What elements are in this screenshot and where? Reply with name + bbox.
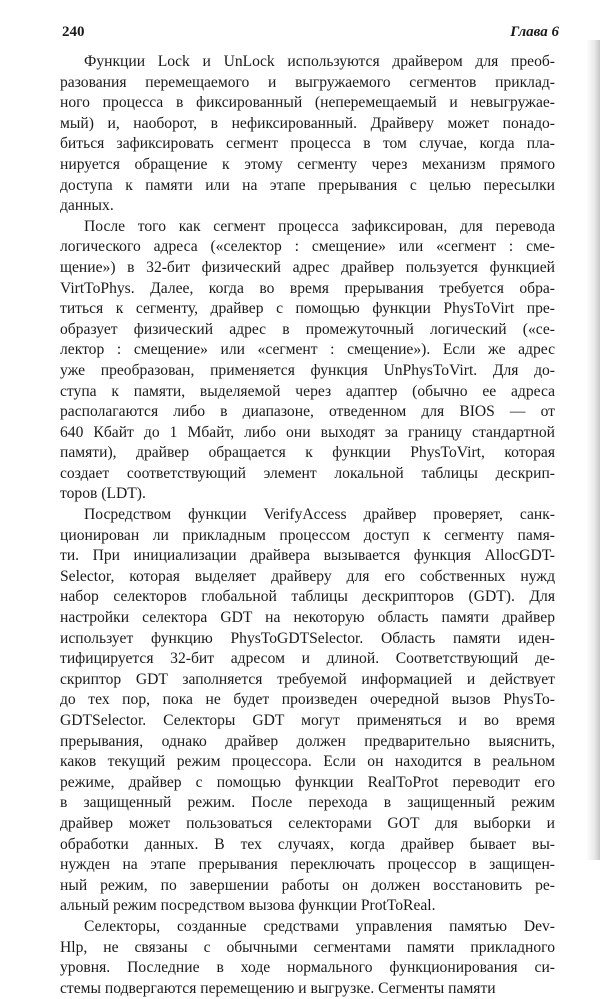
text-line: данных. [60,197,114,215]
text-line: памяти), драйвер обращается к функции PhysToVirt, которая [60,444,555,462]
chapter-title: Глава 6 [510,24,559,40]
text-line: ти. При инициализации драйвера вызывается функция AllocGDT- [60,547,555,565]
text-line: обработки данных. В тех случаях, когда драйвер бывает вы- [60,835,555,853]
text-line: ного процесса в фиксированный (неперемещаемый и невыгружае- [60,94,555,112]
running-header [62,24,559,44]
text-line: Селекторы, созданные средствами управления памятью Dev- [84,917,555,935]
text-line: в защищенный режим. После перехода в защищенный режим [60,794,555,812]
text-line: титься к сегменту, драйвер с помощью функции PhysToVirt пре- [60,300,555,318]
text-line: уже преобразован, применяется функция UnPhysToVirt. Для до- [60,361,555,379]
text-line: щение») в 32-бит физический адрес драйвер пользуется функцией [60,258,555,276]
text-line: образует физический адрес в промежуточный логический («се- [60,320,555,338]
text-line: Selector, которая выделяет драйверу для его собственных нужд [60,567,555,585]
text-line: альный режим посредством вызова функции ProtToReal. [60,897,436,915]
text-line: до тех пор, пока не будет произведен очередной вызов PhysTo- [60,691,555,709]
text-line: VirtToPhys. Далее, когда во время прерывания требуется обра- [60,279,555,297]
body-text [60,52,555,999]
text-line: мый) и, наоборот, в нефиксированный. Драйверу может понадо- [60,114,555,132]
text-line: Функции Lock и UnLock используются драйвером для преоб- [84,53,555,70]
text-line: драйвер может пользоваться селекторами GOT для выборки и [60,814,555,832]
text-line: разования перемещаемого и выгружаемого сегментов приклад- [60,73,555,91]
paragraph [60,505,555,917]
text-line: ционирован ли прикладным процессом доступ к сегменту памя- [60,526,555,544]
text-line: GDTSelector. Селекторы GDT могут применяться и во время [60,712,555,729]
text-line: уровня. Последние в ходе нормального функционирования си- [60,959,555,977]
text-line: режиме, драйвер с помощью функции RealToProt переводит его [60,773,555,791]
text-line: логического адреса («селектор : смещение» или «сегмент : сме- [60,238,555,256]
text-line: создает соответствующий элемент локальной таблицы дескрип- [60,464,555,482]
text-line: 640 Кбайт до 1 Мбайт, либо они выходят за границу стандартной [60,423,555,441]
text-line: доступа к памяти или на этапе прерывания с целью пересылки [60,176,555,194]
text-line: лектор : смещение» или «сегмент : смещение»). Если же адрес [60,341,555,359]
text-line: располагаются либо в диапазоне, отведенном для BIOS — от [60,403,555,421]
paragraph [60,52,555,217]
text-line: каков текущий режим процессора. Если он находится в реальном [60,753,555,771]
paragraph [60,917,555,999]
text-line: нируется обращение к этому сегменту через механизм прямого [60,155,555,173]
text-line: торов (LDT). [60,485,146,503]
text-line: ный режим, по завершении работы он должен восстановить ре- [60,876,555,894]
text-line: настройки селектора GDT на некоторую область памяти драйвер [60,609,555,627]
page-edge-shadow [586,40,600,860]
text-line: После того как сегмент процесса зафиксирован, для перевода [84,217,555,235]
text-line: Hlp, не связаны с обычными сегментами памяти прикладного [60,938,555,956]
text-line: биться зафиксировать сегмент процесса в том случае, когда пла- [60,135,555,153]
paragraph [60,217,555,505]
text-line: прерывания, однако драйвер должен предварительно выяснить, [60,732,555,750]
text-line: стемы подвергаются перемещению и выгрузке. Сегменты памяти [60,979,496,997]
text-line: Посредством функции VerifyAccess драйвер проверяет, санк- [84,506,555,524]
text-line: нужден на этапе прерывания переключать процессор в защищен- [60,856,555,874]
text-line: тифицируется 32-бит адресом и длиной. Соответствующий де- [60,650,555,668]
text-line: набор селекторов глобальной таблицы дескрипторов (GDT). Для [60,588,555,606]
text-line: ступа к памяти, выделяемой через адаптер (обычно ее адреса [60,382,555,400]
text-line: скриптор GDT заполняется требуемой информацией и действует [60,670,555,688]
text-line: использует функцию PhysToGDTSelector. Область памяти иден- [60,629,555,647]
page-number: 240 [62,24,85,40]
